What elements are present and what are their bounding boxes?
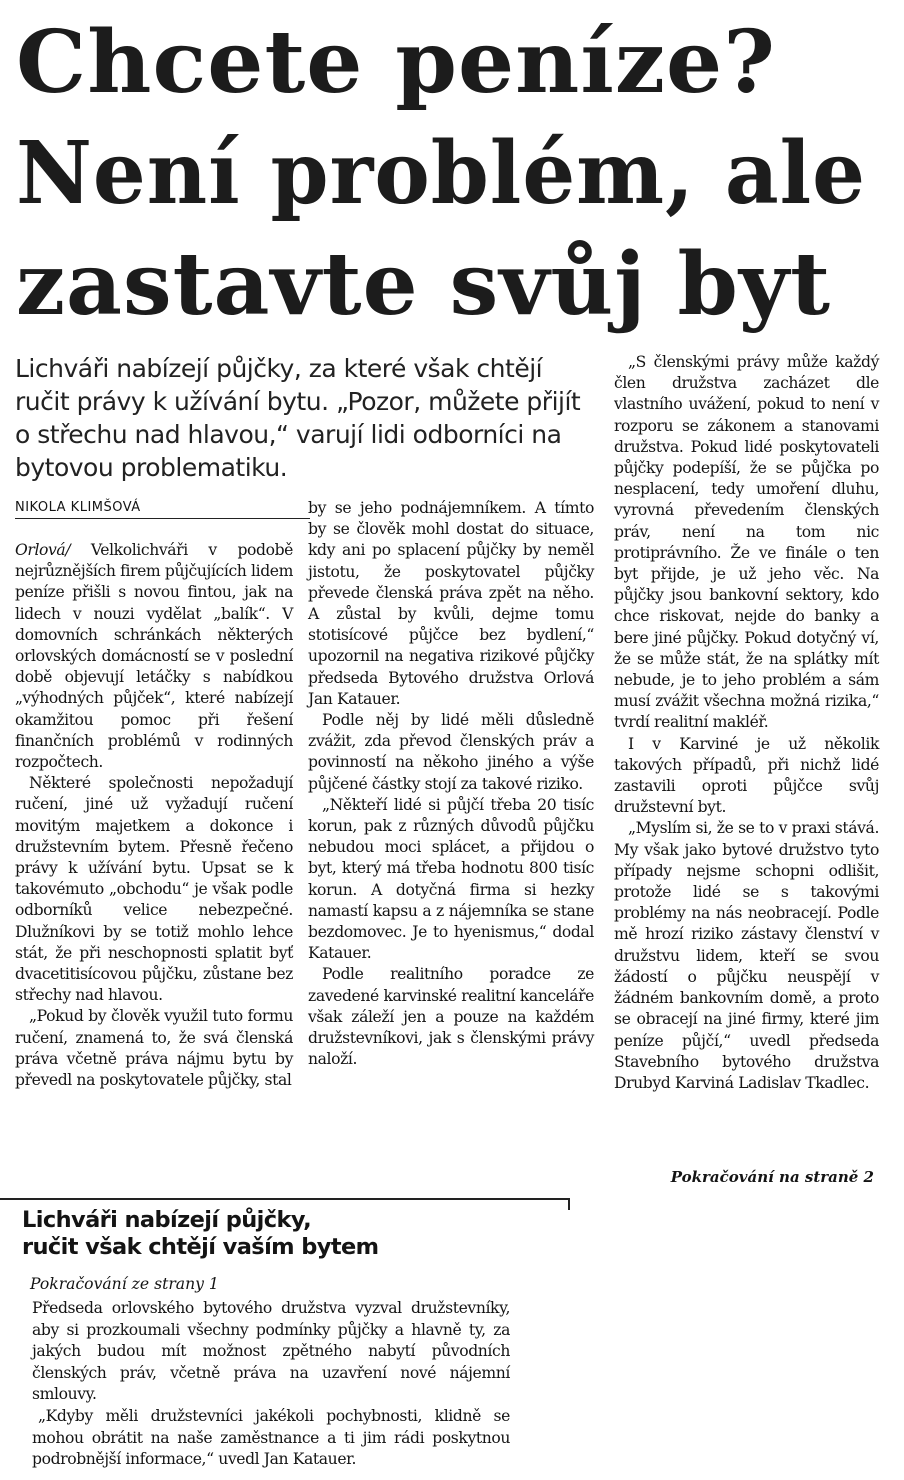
lead-paragraph: Lichváři nabízejí půjčky, za které však chtějí ručit právy k užívání bytu. „Pozor, můžete přijít o střechu nad hlavou,“ varují lidi odborníci na bytovou problematiku.: [15, 354, 581, 482]
continued-from-page-1: Pokračování ze strany 1: [30, 1275, 219, 1293]
paragraph: „Kdyby měli družstevníci jakékoli pochybnosti, klidně se mohou obrátit na naše zaměstnance a ti jim rádi poskytnou podrobnější informace,“ uvedl Jan Katauer.: [32, 1406, 510, 1469]
paragraph: by se jeho podnájemníkem. A tímto by se člověk mohl dostat do situace, kdy ani po splacení půjčky by neměl jistotu, že poskytovatel půjčky převede členská práva zpět na něho. A zůstal by kvůli, dejme tomu stotisícové půjčce bez bydlení,“ upozornil na negativa rizikové půjčky předseda Bytového družstva Orlová Jan Katauer.: [308, 499, 594, 708]
continuation-headline: [22, 1207, 567, 1261]
section-divider: [0, 1198, 568, 1200]
headline-line-2: Není problém, ale: [16, 123, 866, 224]
paragraph: „Někteří lidé si půjčí třeba 20 tisíc korun, pak z různých důvodů půjčku nebudou moci splácet, a přijdou o byt, který má třeba hodnotu 800 tisíc korun. A dotyčná firma si hezky namastí kapsu a z nájemníka se stane bezdomovec. Je to hyenismus,“ dodal Katauer.: [308, 795, 594, 963]
paragraph: Podle realitního poradce ze zavedené karvinské realitní kanceláře však záleží jen a pouze na každém družstevníkovi, jak s členskými právy naloží.: [308, 965, 594, 1069]
headline-line-1: Chcete peníze?: [16, 12, 777, 113]
section-divider-corner: [568, 1198, 570, 1210]
column-2: [308, 498, 594, 1070]
continued-on-page-2: Pokračování na straně 2: [670, 1168, 874, 1186]
paragraph: [15, 540, 293, 773]
byline: NIKOLA KLIMŠOVÁ: [15, 500, 310, 519]
column-1: [15, 540, 293, 1091]
paragraph: Některé společnosti nepožadují ručení, jiné už vyžadují ručení movitým majetkem a dokonce i družstevním bytem. Přesně řečeno právy k užívání bytu. Upsat se k takovémuto „obchodu“ je však podle odborníků velice nebezpečné. Dlužníkovi by se totiž mohlo lehce stát, že při neschopnosti splatit byť dvacetitisícovou půjčku, zůstane bez střechy nad hlavou.: [15, 774, 293, 1005]
continuation-body: [32, 1298, 510, 1471]
paragraph: „Myslím si, že se to v praxi stává. My však jako bytové družstvo tyto případy nejsme schopni odlišit, protože lidé se s takovými problémy na nás neobracejí. Podle mě hrozí riziko zástavy členství v družstvu lidem, kteří se svou žádostí o půjčku neuspějí v žádném bankovním domě, a proto se obracejí na jiné firmy, které jim peníze půjčí,“ uvedl předseda Stavebního bytového družstva Drubyd Karviná Ladislav Tkadlec.: [614, 819, 879, 1092]
continuation-headline-line-2: ručit však chtějí vaším bytem: [22, 1234, 379, 1260]
paragraph: Předseda orlovského bytového družstva vyzval družstevníky, aby si prozkoumali všechny podmínky půjčky a hlavně ty, za jakých budou mít možnost zpětného nabytí původních členských práv, včetně práva na uzavření nové nájemní smlouvy.: [32, 1299, 510, 1404]
paragraph: I v Karviné je už několik takových případů, při nichž lidé zastavili oproti půjčce svůj družstevní byt.: [614, 734, 879, 817]
dateline-place: Orlová/: [15, 541, 71, 559]
headline: [0, 0, 904, 345]
paragraph-text: Velkolichváři v podobě nejrůznějších firem půjčujících lidem peníze přišli s novou fintou, jak na lidech v nouzi vydělat „balík“. V domovních schránkách některých orlovských domácností se v poslední době objevují letáčky s nabídkou „výhodných půjček“, které nabízejí okamžitou pomoc při řešení finančních problémů v rodinných rozpočtech.: [15, 541, 293, 772]
paragraph: „S členskými právy může každý člen družstva zacházet dle vlastního uvážení, pokud to není v rozporu se zákonem a stanovami družstva. Pokud lidé poskytovateli půjčky podepíší, že se půjčka po nesplacení, tedy umoření dluhu, vyrovná převedením členských práv, není na tom nic protiprávního. Že ve finále o ten byt přijde, je už jeho věc. Na půjčky jsou bankovní sektory, kdo chce riskovat, nejde do banky a bere jiné půjčky. Pokud dotyčný ví, že se může stát, že na splátky mít nebude, je to jeho problém a sám musí zvážit všechna možná rizika,“ tvrdí realitní makléř.: [614, 353, 879, 732]
paragraph: „Pokud by člověk využil tuto formu ručení, znamená to, že svá členská práva včetně práva nájmu bytu by převedl na poskytovatele půjčky, stal: [15, 1007, 293, 1090]
headline-line-3: zastavte svůj byt: [16, 234, 831, 335]
column-3: [614, 352, 879, 1094]
paragraph: Podle něj by lidé měli důsledně zvážit, zda převod členských práv a povinností na někoho jiného a výše půjčené částky stojí za takové riziko.: [308, 711, 594, 793]
continuation-headline-line-1: Lichváři nabízejí půjčky,: [22, 1207, 312, 1233]
